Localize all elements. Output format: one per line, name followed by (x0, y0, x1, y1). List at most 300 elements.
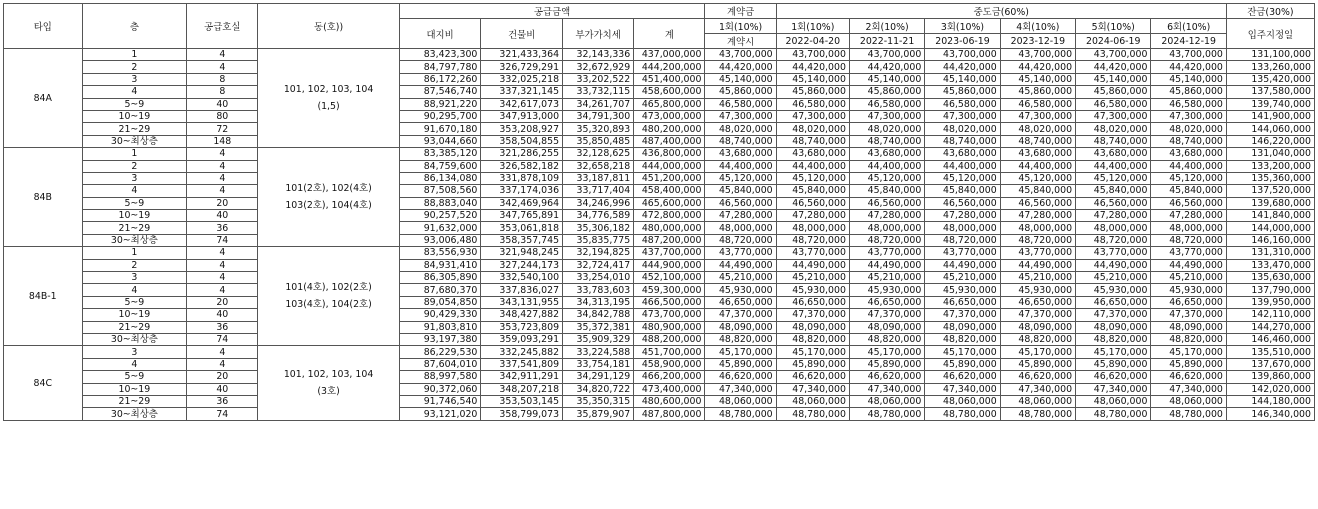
middle-payment-cell: 48,720,000 (776, 234, 849, 246)
building-line: 101(2호), 102(4호) (285, 183, 372, 195)
deposit-cell: 45,170,000 (705, 346, 776, 358)
units-cell: 20 (187, 371, 258, 383)
total-cell: 480,900,000 (634, 321, 705, 333)
building-cost-cell: 358,799,073 (481, 408, 563, 420)
table-row (4, 185, 1315, 197)
middle-payment-cell: 48,000,000 (1151, 222, 1226, 234)
middle-payment-cell: 45,840,000 (1076, 185, 1151, 197)
middle-payment-cell: 46,650,000 (1076, 296, 1151, 308)
floor-cell: 10~19 (82, 110, 187, 122)
land-cell: 83,423,300 (399, 49, 481, 61)
table-row (4, 383, 1315, 395)
price-table-body (4, 49, 1315, 421)
land-cell: 86,305,890 (399, 272, 481, 284)
middle-payment-cell: 48,090,000 (776, 321, 849, 333)
middle-payment-cell: 45,210,000 (776, 272, 849, 284)
middle-payment-cell: 45,140,000 (849, 73, 924, 85)
header-move-in-date: 입주지정일 (1226, 19, 1314, 49)
deposit-cell: 47,300,000 (705, 110, 776, 122)
middle-payment-cell: 48,000,000 (776, 222, 849, 234)
middle-payment-cell: 45,170,000 (849, 346, 924, 358)
middle-payment-cell: 48,090,000 (849, 321, 924, 333)
table-row (4, 98, 1315, 110)
building-cost-cell: 332,245,882 (481, 346, 563, 358)
middle-payment-cell: 45,930,000 (1000, 284, 1075, 296)
middle-payment-cell: 46,620,000 (849, 371, 924, 383)
middle-payment-cell: 44,490,000 (1151, 259, 1226, 271)
middle-payment-cell: 43,770,000 (776, 247, 849, 259)
total-cell: 459,300,000 (634, 284, 705, 296)
total-cell: 473,700,000 (634, 309, 705, 321)
building-cost-cell: 321,286,255 (481, 148, 563, 160)
table-row (4, 123, 1315, 135)
deposit-cell: 48,060,000 (705, 395, 776, 407)
middle-payment-cell: 46,650,000 (1151, 296, 1226, 308)
balance-cell: 139,740,000 (1226, 98, 1314, 110)
middle-payment-cell: 45,860,000 (849, 86, 924, 98)
balance-cell: 135,360,000 (1226, 172, 1314, 184)
middle-payment-cell: 48,820,000 (925, 333, 1000, 345)
middle-payment-cell: 45,210,000 (925, 272, 1000, 284)
units-cell: 4 (187, 61, 258, 73)
land-cell: 88,921,220 (399, 98, 481, 110)
balance-cell: 141,840,000 (1226, 210, 1314, 222)
middle-payment-cell: 45,210,000 (1151, 272, 1226, 284)
vat-cell: 33,187,811 (563, 172, 634, 184)
middle-payment-cell: 48,720,000 (1000, 234, 1075, 246)
balance-cell: 133,470,000 (1226, 259, 1314, 271)
middle-payment-cell: 43,700,000 (776, 49, 849, 61)
middle-payment-cell: 48,720,000 (1076, 234, 1151, 246)
balance-cell: 144,270,000 (1226, 321, 1314, 333)
middle-payment-cell: 45,120,000 (1076, 172, 1151, 184)
floor-cell: 30~최상층 (82, 234, 187, 246)
middle-payment-cell: 47,300,000 (1076, 110, 1151, 122)
balance-cell: 146,340,000 (1226, 408, 1314, 420)
balance-cell: 146,460,000 (1226, 333, 1314, 345)
building-cost-cell: 348,427,882 (481, 309, 563, 321)
deposit-cell: 45,120,000 (705, 172, 776, 184)
deposit-cell: 48,000,000 (705, 222, 776, 234)
middle-payment-cell: 43,700,000 (1151, 49, 1226, 61)
balance-cell: 142,020,000 (1226, 383, 1314, 395)
building-cost-cell: 348,207,218 (481, 383, 563, 395)
land-cell: 91,803,810 (399, 321, 481, 333)
building-cell (258, 247, 399, 346)
deposit-cell: 45,890,000 (705, 358, 776, 370)
vat-cell: 33,732,115 (563, 86, 634, 98)
vat-cell: 34,313,195 (563, 296, 634, 308)
middle-payment-cell: 47,280,000 (1076, 210, 1151, 222)
table-row (4, 408, 1315, 420)
middle-payment-cell: 48,020,000 (925, 123, 1000, 135)
floor-cell: 4 (82, 86, 187, 98)
building-cost-cell: 358,504,855 (481, 135, 563, 147)
middle-payment-cell: 43,700,000 (925, 49, 1000, 61)
total-cell: 436,800,000 (634, 148, 705, 160)
total-cell: 480,600,000 (634, 395, 705, 407)
deposit-cell: 45,210,000 (705, 272, 776, 284)
middle-payment-cell: 45,890,000 (925, 358, 1000, 370)
land-cell: 91,632,000 (399, 222, 481, 234)
land-cell: 91,746,540 (399, 395, 481, 407)
floor-cell: 5~9 (82, 371, 187, 383)
balance-cell: 133,260,000 (1226, 61, 1314, 73)
deposit-cell: 43,700,000 (705, 49, 776, 61)
units-cell: 4 (187, 172, 258, 184)
vat-cell: 32,128,625 (563, 148, 634, 160)
middle-payment-cell: 44,400,000 (776, 160, 849, 172)
vat-cell: 33,202,522 (563, 73, 634, 85)
middle-payment-cell: 47,340,000 (1000, 383, 1075, 395)
units-cell: 8 (187, 73, 258, 85)
header-deposit-installment: 1회(10%) (705, 19, 776, 34)
units-cell: 40 (187, 383, 258, 395)
total-cell: 444,900,000 (634, 259, 705, 271)
middle-payment-cell: 45,840,000 (849, 185, 924, 197)
units-cell: 74 (187, 333, 258, 345)
units-cell: 36 (187, 395, 258, 407)
units-cell: 36 (187, 222, 258, 234)
middle-payment-cell: 46,650,000 (776, 296, 849, 308)
total-cell: 487,800,000 (634, 408, 705, 420)
middle-payment-cell: 47,370,000 (1151, 309, 1226, 321)
vat-cell: 33,224,588 (563, 346, 634, 358)
vat-cell: 32,724,417 (563, 259, 634, 271)
building-cost-cell: 326,582,182 (481, 160, 563, 172)
middle-payment-cell: 45,170,000 (1000, 346, 1075, 358)
middle-payment-cell: 45,140,000 (776, 73, 849, 85)
building-cost-cell: 337,321,145 (481, 86, 563, 98)
units-cell: 74 (187, 408, 258, 420)
middle-payment-cell: 45,890,000 (1151, 358, 1226, 370)
middle-payment-cell: 45,860,000 (925, 86, 1000, 98)
middle-payment-cell: 43,770,000 (1076, 247, 1151, 259)
total-cell: 458,400,000 (634, 185, 705, 197)
total-cell: 472,800,000 (634, 210, 705, 222)
balance-cell: 135,420,000 (1226, 73, 1314, 85)
middle-payment-cell: 48,060,000 (1076, 395, 1151, 407)
balance-cell: 139,680,000 (1226, 197, 1314, 209)
balance-cell: 144,000,000 (1226, 222, 1314, 234)
floor-cell: 5~9 (82, 197, 187, 209)
type-cell: 84B-1 (4, 247, 83, 346)
building-line: 103(4호), 104(2호) (285, 299, 372, 311)
building-line: 101, 102, 103, 104 (283, 84, 374, 96)
deposit-cell: 48,720,000 (705, 234, 776, 246)
middle-payment-cell: 46,560,000 (849, 197, 924, 209)
table-row (4, 160, 1315, 172)
middle-payment-cell: 45,140,000 (925, 73, 1000, 85)
middle-payment-cell: 45,140,000 (1151, 73, 1226, 85)
middle-payment-cell: 44,420,000 (1000, 61, 1075, 73)
units-cell: 4 (187, 259, 258, 271)
floor-cell: 10~19 (82, 309, 187, 321)
middle-payment-cell: 48,020,000 (849, 123, 924, 135)
middle-payment-cell: 45,210,000 (849, 272, 924, 284)
units-cell: 40 (187, 210, 258, 222)
middle-payment-cell: 45,840,000 (1000, 185, 1075, 197)
middle-payment-cell: 45,170,000 (1151, 346, 1226, 358)
building-cost-cell: 342,469,964 (481, 197, 563, 209)
building-cost-cell: 359,093,291 (481, 333, 563, 345)
floor-cell: 10~19 (82, 210, 187, 222)
deposit-cell: 47,280,000 (705, 210, 776, 222)
middle-payment-cell: 45,170,000 (925, 346, 1000, 358)
total-cell: 466,200,000 (634, 371, 705, 383)
middle-payment-cell: 45,930,000 (849, 284, 924, 296)
middle-payment-cell: 48,090,000 (1076, 321, 1151, 333)
balance-cell: 137,790,000 (1226, 284, 1314, 296)
middle-payment-cell: 44,490,000 (1000, 259, 1075, 271)
total-cell: 451,200,000 (634, 172, 705, 184)
vat-cell: 35,909,329 (563, 333, 634, 345)
floor-cell: 21~29 (82, 395, 187, 407)
middle-payment-cell: 43,680,000 (925, 148, 1000, 160)
vat-cell: 33,754,181 (563, 358, 634, 370)
middle-payment-cell: 43,680,000 (776, 148, 849, 160)
building-cost-cell: 342,617,073 (481, 98, 563, 110)
table-row (4, 86, 1315, 98)
header-mid-4: 4회(10%) (1000, 19, 1075, 34)
deposit-cell: 44,490,000 (705, 259, 776, 271)
total-cell: 465,800,000 (634, 98, 705, 110)
middle-payment-cell: 47,370,000 (849, 309, 924, 321)
header-units: 공급호실 (187, 4, 258, 49)
middle-payment-cell: 47,300,000 (925, 110, 1000, 122)
middle-payment-cell: 47,370,000 (925, 309, 1000, 321)
building-cost-cell: 353,723,809 (481, 321, 563, 333)
middle-payment-cell: 43,680,000 (1076, 148, 1151, 160)
building-cost-cell: 337,541,809 (481, 358, 563, 370)
middle-payment-cell: 47,280,000 (849, 210, 924, 222)
middle-payment-cell: 45,930,000 (1151, 284, 1226, 296)
middle-payment-cell: 43,680,000 (1000, 148, 1075, 160)
units-cell: 4 (187, 284, 258, 296)
floor-cell: 5~9 (82, 98, 187, 110)
middle-payment-cell: 45,860,000 (1151, 86, 1226, 98)
middle-payment-cell: 43,680,000 (1151, 148, 1226, 160)
middle-payment-cell: 44,490,000 (1076, 259, 1151, 271)
middle-payment-cell: 45,140,000 (1000, 73, 1075, 85)
floor-cell: 30~최상층 (82, 408, 187, 420)
total-cell: 444,000,000 (634, 160, 705, 172)
total-cell: 487,400,000 (634, 135, 705, 147)
table-row (4, 346, 1315, 358)
deposit-cell: 48,740,000 (705, 135, 776, 147)
vat-cell: 33,783,603 (563, 284, 634, 296)
units-cell: 74 (187, 234, 258, 246)
middle-payment-cell: 43,770,000 (925, 247, 1000, 259)
table-row (4, 73, 1315, 85)
middle-payment-cell: 48,780,000 (1000, 408, 1075, 420)
balance-cell: 146,220,000 (1226, 135, 1314, 147)
land-cell: 90,429,330 (399, 309, 481, 321)
land-cell: 91,670,180 (399, 123, 481, 135)
floor-cell: 4 (82, 185, 187, 197)
middle-payment-cell: 46,620,000 (1076, 371, 1151, 383)
middle-payment-cell: 48,020,000 (776, 123, 849, 135)
middle-payment-cell: 45,120,000 (925, 172, 1000, 184)
vat-cell: 34,791,300 (563, 110, 634, 122)
header-mid-2: 2회(10%) (849, 19, 924, 34)
land-cell: 90,295,700 (399, 110, 481, 122)
middle-payment-cell: 45,930,000 (776, 284, 849, 296)
vat-cell: 34,842,788 (563, 309, 634, 321)
middle-payment-cell: 46,650,000 (1000, 296, 1075, 308)
balance-cell: 135,630,000 (1226, 272, 1314, 284)
middle-payment-cell: 48,740,000 (1000, 135, 1075, 147)
middle-payment-cell: 48,090,000 (1000, 321, 1075, 333)
middle-payment-cell: 46,580,000 (1151, 98, 1226, 110)
total-cell: 444,200,000 (634, 61, 705, 73)
header-supply-amount: 공급금액 (399, 4, 705, 19)
table-row (4, 321, 1315, 333)
vat-cell: 34,261,707 (563, 98, 634, 110)
header-type: 타입 (4, 4, 83, 49)
middle-payment-cell: 44,400,000 (1151, 160, 1226, 172)
building-line: (3호) (317, 386, 340, 398)
middle-payment-cell: 48,020,000 (1151, 123, 1226, 135)
total-cell: 488,200,000 (634, 333, 705, 345)
land-cell: 87,604,010 (399, 358, 481, 370)
balance-cell: 133,200,000 (1226, 160, 1314, 172)
deposit-cell: 48,780,000 (705, 408, 776, 420)
header-mid-5-date: 2024-06-19 (1076, 34, 1151, 49)
middle-payment-cell: 45,140,000 (1076, 73, 1151, 85)
units-cell: 36 (187, 321, 258, 333)
building-cell (258, 346, 399, 420)
middle-payment-cell: 44,420,000 (925, 61, 1000, 73)
middle-payment-cell: 46,580,000 (1076, 98, 1151, 110)
header-mid-3-date: 2023-06-19 (925, 34, 1000, 49)
middle-payment-cell: 48,720,000 (925, 234, 1000, 246)
table-row (4, 296, 1315, 308)
deposit-cell: 44,400,000 (705, 160, 776, 172)
middle-payment-cell: 46,650,000 (849, 296, 924, 308)
floor-cell: 30~최상층 (82, 135, 187, 147)
table-row (4, 61, 1315, 73)
deposit-cell: 43,680,000 (705, 148, 776, 160)
floor-cell: 21~29 (82, 321, 187, 333)
building-cost-cell: 353,208,927 (481, 123, 563, 135)
building-line: 103(2호), 104(4호) (285, 200, 372, 212)
building-line: 101, 102, 103, 104 (283, 369, 374, 381)
middle-payment-cell: 48,820,000 (1000, 333, 1075, 345)
deposit-cell: 48,820,000 (705, 333, 776, 345)
middle-payment-cell: 46,580,000 (925, 98, 1000, 110)
table-row (4, 148, 1315, 160)
floor-cell: 1 (82, 148, 187, 160)
header-mid-5: 5회(10%) (1076, 19, 1151, 34)
vat-cell: 35,879,907 (563, 408, 634, 420)
middle-payment-cell: 45,860,000 (1000, 86, 1075, 98)
header-building: 동(호)) (258, 4, 399, 49)
middle-payment-cell: 43,700,000 (1000, 49, 1075, 61)
total-cell: 480,000,000 (634, 222, 705, 234)
middle-payment-cell: 44,490,000 (849, 259, 924, 271)
floor-cell: 4 (82, 284, 187, 296)
middle-payment-cell: 48,740,000 (1076, 135, 1151, 147)
middle-payment-cell: 47,300,000 (1000, 110, 1075, 122)
middle-payment-cell: 48,780,000 (776, 408, 849, 420)
middle-payment-cell: 45,890,000 (849, 358, 924, 370)
units-cell: 40 (187, 98, 258, 110)
middle-payment-cell: 45,840,000 (925, 185, 1000, 197)
deposit-cell: 46,560,000 (705, 197, 776, 209)
middle-payment-cell: 46,620,000 (776, 371, 849, 383)
deposit-cell: 43,770,000 (705, 247, 776, 259)
building-cell (258, 49, 399, 148)
middle-payment-cell: 48,060,000 (1000, 395, 1075, 407)
building-cost-cell: 332,540,100 (481, 272, 563, 284)
middle-payment-cell: 43,770,000 (849, 247, 924, 259)
table-row (4, 222, 1315, 234)
floor-cell: 10~19 (82, 383, 187, 395)
table-row (4, 371, 1315, 383)
building-cost-cell: 332,025,218 (481, 73, 563, 85)
middle-payment-cell: 44,400,000 (849, 160, 924, 172)
middle-payment-cell: 45,930,000 (1076, 284, 1151, 296)
balance-cell: 131,040,000 (1226, 148, 1314, 160)
total-cell: 452,100,000 (634, 272, 705, 284)
middle-payment-cell: 47,370,000 (1000, 309, 1075, 321)
table-row (4, 259, 1315, 271)
floor-cell: 1 (82, 247, 187, 259)
middle-payment-cell: 48,740,000 (925, 135, 1000, 147)
units-cell: 20 (187, 296, 258, 308)
building-cost-cell: 331,878,109 (481, 172, 563, 184)
land-cell: 88,883,040 (399, 197, 481, 209)
header-total: 계 (634, 19, 705, 49)
balance-cell: 137,670,000 (1226, 358, 1314, 370)
units-cell: 8 (187, 86, 258, 98)
middle-payment-cell: 45,120,000 (1000, 172, 1075, 184)
units-cell: 4 (187, 272, 258, 284)
land-cell: 89,054,850 (399, 296, 481, 308)
middle-payment-cell: 47,300,000 (1151, 110, 1226, 122)
middle-payment-cell: 44,400,000 (1000, 160, 1075, 172)
deposit-cell: 45,860,000 (705, 86, 776, 98)
middle-payment-cell: 47,340,000 (849, 383, 924, 395)
table-row (4, 234, 1315, 246)
building-cost-cell: 342,911,291 (481, 371, 563, 383)
floor-cell: 2 (82, 259, 187, 271)
middle-payment-cell: 46,620,000 (1151, 371, 1226, 383)
units-cell: 72 (187, 123, 258, 135)
units-cell: 80 (187, 110, 258, 122)
deposit-cell: 46,580,000 (705, 98, 776, 110)
deposit-cell: 45,930,000 (705, 284, 776, 296)
floor-cell: 21~29 (82, 222, 187, 234)
land-cell: 86,134,080 (399, 172, 481, 184)
middle-payment-cell: 43,700,000 (849, 49, 924, 61)
middle-payment-cell: 46,620,000 (925, 371, 1000, 383)
middle-payment-cell: 48,020,000 (1000, 123, 1075, 135)
middle-payment-cell: 48,000,000 (1076, 222, 1151, 234)
type-cell: 84A (4, 49, 83, 148)
middle-payment-cell: 47,370,000 (1076, 309, 1151, 321)
land-cell: 84,759,600 (399, 160, 481, 172)
header-mid-1: 1회(10%) (776, 19, 849, 34)
middle-payment-cell: 48,090,000 (925, 321, 1000, 333)
balance-cell: 131,310,000 (1226, 247, 1314, 259)
middle-payment-cell: 45,120,000 (776, 172, 849, 184)
land-cell: 88,997,580 (399, 371, 481, 383)
balance-cell: 135,510,000 (1226, 346, 1314, 358)
middle-payment-cell: 44,400,000 (1076, 160, 1151, 172)
building-cost-cell: 353,503,145 (481, 395, 563, 407)
